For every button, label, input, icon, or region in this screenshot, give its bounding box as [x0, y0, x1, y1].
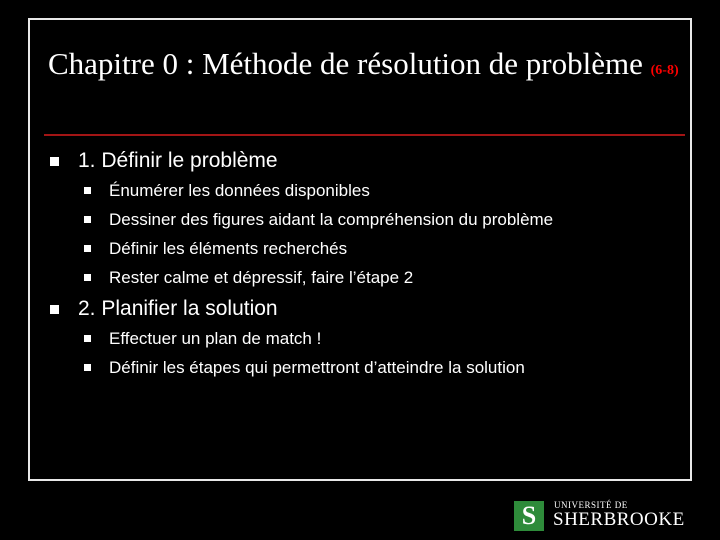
logo-name-line: SHERBROOKE [553, 509, 685, 530]
section-heading-text: 1. Définir le problème [78, 149, 278, 172]
slide-title [48, 46, 688, 89]
logo-mark-letter: S [521, 501, 537, 530]
section-heading [48, 146, 684, 176]
list-item [48, 324, 684, 353]
slide-title-note: (6-8) [650, 63, 679, 78]
list-item-text: Rester calme et dépressif, faire l’étape 2 [109, 268, 414, 287]
list-item-text: Énumérer les données disponibles [109, 181, 370, 200]
university-logo [514, 499, 704, 531]
title-divider [44, 134, 685, 136]
list-item-text: Effectuer un plan de match ! [109, 329, 322, 348]
square-bullet-icon [50, 157, 59, 166]
section-heading [48, 294, 684, 324]
section-heading-text: 2. Planifier la solution [78, 297, 278, 320]
square-bullet-icon [84, 187, 91, 194]
section-items [48, 324, 684, 382]
square-bullet-icon [84, 216, 91, 223]
square-bullet-icon [84, 245, 91, 252]
slide-body [48, 146, 684, 382]
list-item-text: Dessiner des figures aidant la compréhension du problème [109, 210, 554, 229]
square-bullet-icon [84, 364, 91, 371]
section-items [48, 176, 684, 292]
list-item [48, 263, 684, 292]
slide-title-main: Chapitre 0 : Méthode de résolution de problème [48, 46, 643, 81]
list-item-text: Définir les étapes qui permettront d’atteindre la solution [109, 358, 525, 377]
section-plan-solution [48, 294, 684, 382]
square-bullet-icon [50, 305, 59, 314]
sherbrooke-s-logo-icon [514, 501, 544, 531]
list-item-text: Définir les éléments recherchés [109, 239, 348, 258]
logo-university-line: UNIVERSITÉ DE [554, 500, 628, 510]
section-define-problem [48, 146, 684, 292]
square-bullet-icon [84, 274, 91, 281]
list-item [48, 176, 684, 205]
list-item [48, 234, 684, 263]
list-item [48, 205, 684, 234]
list-item [48, 353, 684, 382]
square-bullet-icon [84, 335, 91, 342]
